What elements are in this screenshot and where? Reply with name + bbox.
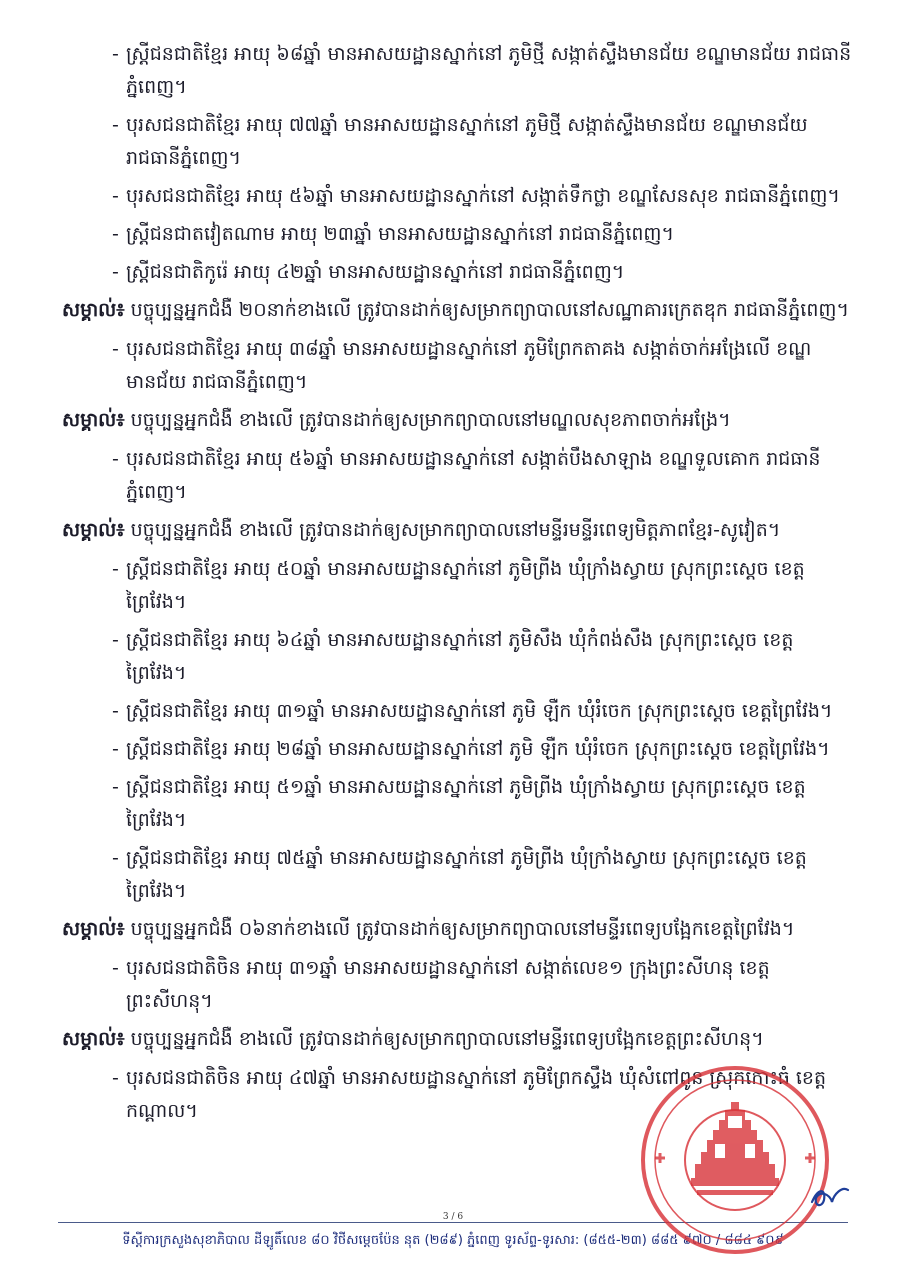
treatment-note — [62, 294, 852, 327]
bullet-dash: - — [112, 847, 119, 869]
treatment-note — [62, 1023, 852, 1056]
ministry-seal-stamp — [635, 1060, 835, 1260]
case-text: បុរសជនជាតិខ្មែរ អាយុ ៥៦ឆ្នាំ មានអាសយដ្ឋានស្នាក់នៅ សង្កាត់បឹងសាឡាង ខណ្ឌទួលគោក រាជធានីភ្នំពេញ។ — [126, 448, 821, 503]
case-list-item — [62, 109, 852, 175]
footer-address: ទីស្តីការក្រសួងសុខាភិបាល ដីឡូតិ៍លេខ ៨០ វិថីសម្តេចប៉ែន នុត (២៨៩) ភ្នំពេញ ទូរស័ព្ទ-ទូរសារ: (៨៥៥-២៣) ៨៨៥ ៩៧០ / ៨៨៤ ៩០៩ — [122, 1233, 784, 1248]
document-body — [62, 38, 852, 1133]
case-text: បុរសជនជាតិខ្មែរ អាយុ ៥៦ឆ្នាំ មានអាសយដ្ឋានស្នាក់នៅ សង្កាត់ទឹកថ្លា ខណ្ឌសែនសុខ រាជធានីភ្នំពេញ។ — [126, 185, 840, 207]
bullet-dash: - — [112, 558, 119, 580]
bullet-dash: - — [112, 629, 119, 651]
case-list-item — [62, 952, 852, 1018]
bullet-dash: - — [112, 338, 119, 360]
case-text: ស្ត្រីជនជាតិខ្មែរ អាយុ ៣១ឆ្នាំ មានអាសយដ្ឋានស្នាក់នៅ ភូមិ ឡឺក ឃុំរំចេក ស្រុកព្រះស្ដេច ខេត្តព្រៃវែង។ — [126, 700, 833, 722]
case-list-item — [62, 256, 852, 289]
note-label: សម្គាល់៖ — [62, 519, 125, 541]
signature-mark — [808, 1180, 858, 1212]
bullet-dash: - — [112, 1067, 119, 1089]
case-text: ស្ត្រីជនជាតិខ្មែរ អាយុ ៥១ឆ្នាំ មានអាសយដ្ឋានស្នាក់នៅ ភូមិព្រីង ឃុំក្រាំងស្វាយ ស្រុកព្រះស្ដេច ខេត្តព្រៃវែង។ — [126, 776, 806, 831]
case-text: បុរសជនជាតិខ្មែរ អាយុ ៣៨ឆ្នាំ មានអាសយដ្ឋានស្នាក់នៅ ភូមិព្រែកតាគង សង្កាត់ចាក់អង្រែលើ ខណ្ឌមានជ័យ រាជធានីភ្នំពេញ។ — [126, 338, 812, 393]
case-list-item — [62, 180, 852, 213]
case-list-item — [62, 771, 852, 837]
case-list-item — [62, 443, 852, 509]
note-text: បច្ចុប្បន្នអ្នកជំងឺ ខាងលើ ត្រូវបានដាក់ឲ្យសម្រាកព្យាបាលនៅមណ្ឌលសុខភាពចាក់អង្រែ។ — [130, 409, 731, 431]
case-text: ស្ត្រីជនជាតិកូរ៉េ អាយុ ៤២ឆ្នាំ មានអាសយដ្ឋានស្នាក់នៅ រាជធានីភ្នំពេញ។ — [126, 261, 625, 283]
case-list-item — [62, 553, 852, 619]
bullet-dash: - — [112, 700, 119, 722]
note-text: បច្ចុប្បន្នអ្នកជំងឺ ខាងលើ ត្រូវបានដាក់ឲ្យសម្រាកព្យាបាលនៅមន្ទីរពេទ្យបង្អែកខេត្តព្រះសីហនុ។ — [130, 1028, 764, 1050]
bullet-dash: - — [112, 114, 119, 136]
case-text: ស្ត្រីជនជាតិខ្មែរ អាយុ ៥០ឆ្នាំ មានអាសយដ្ឋានស្នាក់នៅ ភូមិព្រីង ឃុំក្រាំងស្វាយ ស្រុកព្រះស្ដេច ខេត្តព្រៃវែង។ — [126, 558, 805, 613]
case-text: ស្ត្រីជនជាតិខ្មែរ អាយុ ៧៥ឆ្នាំ មានអាសយដ្ឋានស្នាក់នៅ ភូមិព្រីង ឃុំក្រាំងស្វាយ ស្រុកព្រះស្ដេច ខេត្តព្រៃវែង។ — [126, 847, 807, 902]
note-label: សម្គាល់៖ — [62, 409, 125, 431]
note-label: សម្គាល់៖ — [62, 299, 125, 321]
case-list-item — [62, 218, 852, 251]
bullet-dash: - — [112, 957, 119, 979]
bullet-dash: - — [112, 223, 119, 245]
note-text: បច្ចុប្បន្នអ្នកជំងឺ ខាងលើ ត្រូវបានដាក់ឲ្យសម្រាកព្យាបាលនៅមន្ទីរមន្ទីរពេទ្យមិត្តភាពខ្មែរ-សូវៀត។ — [130, 519, 781, 541]
case-list-item — [62, 842, 852, 908]
case-list-item — [62, 624, 852, 690]
case-text: បុរសជនជាតិខ្មែរ អាយុ ៧៧ឆ្នាំ មានអាសយដ្ឋានស្នាក់នៅ ភូមិថ្មី សង្កាត់ស្ទឹងមានជ័យ ខណ្ឌមានជ័យ រាជធានីភ្នំពេញ។ — [126, 114, 808, 169]
note-text: បច្ចុប្បន្នអ្នកជំងឺ ២០នាក់ខាងលើ ត្រូវបានដាក់ឲ្យសម្រាកព្យាបាលនៅសណ្ឋាគារក្រេតឌុក រាជធានីភ្នំពេញ។ — [130, 299, 849, 321]
note-label: សម្គាល់៖ — [62, 918, 125, 940]
case-list-item — [62, 733, 852, 766]
treatment-note — [62, 404, 852, 437]
case-list-item — [62, 38, 852, 104]
bullet-dash: - — [112, 776, 119, 798]
bullet-dash: - — [112, 448, 119, 470]
bullet-dash: - — [112, 43, 119, 65]
case-text: ស្ត្រីជនជាតិខ្មែរ អាយុ ៦៤ឆ្នាំ មានអាសយដ្ឋានស្នាក់នៅ ភូមិសឹង ឃុំកំពង់សឹង ស្រុកព្រះស្ដេច ខេត្តព្រៃវែង។ — [126, 629, 794, 684]
note-text: បច្ចុប្បន្នអ្នកជំងឺ ០៦នាក់ខាងលើ ត្រូវបានដាក់ឲ្យសម្រាកព្យាបាលនៅមន្ទីរពេទ្យបង្អែកខេត្តព្រៃវែង។ — [130, 918, 795, 940]
case-list-item — [62, 333, 852, 399]
case-text: ស្ត្រីជនជាតិខ្មែរ អាយុ ២៨ឆ្នាំ មានអាសយដ្ឋានស្នាក់នៅ ភូមិ ឡឺក ឃុំរំចេក ស្រុកព្រះស្ដេច ខេត្តព្រៃវែង។ — [126, 738, 830, 760]
case-text: ស្ត្រីជនជាតិខ្មែរ អាយុ ៦៨ឆ្នាំ មានអាសយដ្ឋានស្នាក់នៅ ភូមិថ្មី សង្កាត់ស្ទឹងមានជ័យ ខណ្ឌមានជ័យ រាជធានីភ្នំពេញ។ — [126, 43, 852, 98]
treatment-note — [62, 514, 852, 547]
bullet-dash: - — [112, 738, 119, 760]
case-list-item — [62, 695, 852, 728]
page-number: 3 / 6 — [442, 1212, 464, 1222]
case-text: បុរសជនជាតិចិន អាយុ ៤៧ឆ្នាំ មានអាសយដ្ឋានស្នាក់នៅ ភូមិព្រែកស្ទឹង ឃុំសំពៅពូន ស្រុកកោះធំ ខេត្តកណ្ដាល។ — [126, 1067, 827, 1122]
bullet-dash: - — [112, 185, 119, 207]
note-label: សម្គាល់៖ — [62, 1028, 125, 1050]
case-text: បុរសជនជាតិចិន អាយុ ៣១ឆ្នាំ មានអាសយដ្ឋានស្នាក់នៅ សង្កាត់លេខ១ ក្រុងព្រះសីហនុ ខេត្តព្រះសីហនុ។ — [126, 957, 770, 1012]
treatment-note — [62, 913, 852, 946]
bullet-dash: - — [112, 261, 119, 283]
case-text: ស្ត្រីជនជាតវៀតណាម អាយុ ២៣ឆ្នាំ មានអាសយដ្ឋានស្នាក់នៅ រាជធានីភ្នំពេញ។ — [126, 223, 675, 245]
